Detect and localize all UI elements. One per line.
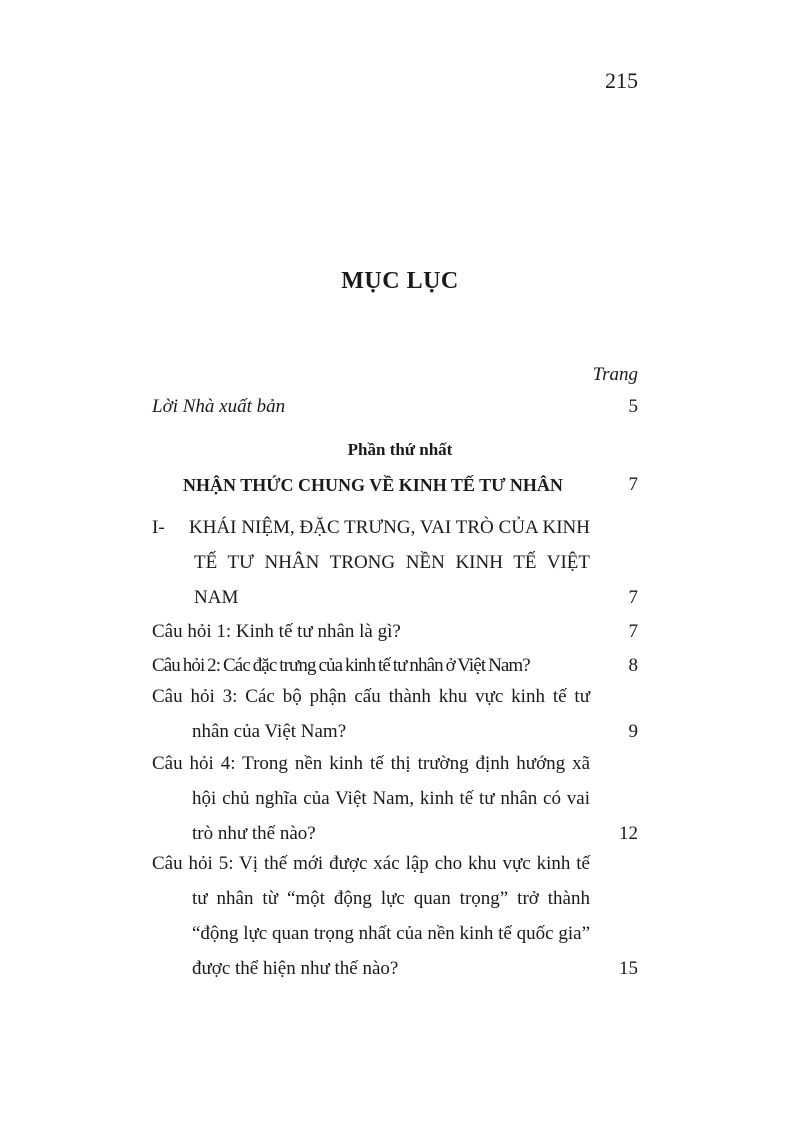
toc-entry-question-4[interactable] <box>152 746 638 851</box>
toc-entry-page: 5 <box>628 396 638 417</box>
toc-entry-label: Câu hỏi 5: Vị thế mới được xác lập cho khu vực kinh tế tư nhân từ “một động lực quan trọng” trở thành “động lực quan trọng nhất của nền kinh tế quốc gia” được thể hiện như thế nào? <box>152 853 590 979</box>
toc-entry-foreword[interactable] <box>152 389 638 424</box>
toc-entry-page: 15 <box>619 958 638 979</box>
toc-entry-question-2[interactable] <box>152 648 638 683</box>
toc-entry-page: 7 <box>628 474 638 495</box>
page-column-header: Trang <box>592 364 638 385</box>
toc-entry-label: Câu hỏi 4: Trong nền kinh tế thị trường định hướng xã hội chủ nghĩa của Việt Nam, kinh tế tư nhân có vai trò như thế nào? <box>152 753 590 844</box>
toc-entry-label: Câu hỏi 3: Các bộ phận cấu thành khu vực kinh tế tư nhân của Việt Nam? <box>152 686 590 742</box>
toc-entry-question-1[interactable] <box>152 614 638 649</box>
toc-entry-page: 8 <box>628 655 638 676</box>
toc-entry-page: 7 <box>628 587 638 608</box>
toc-entry-question-5[interactable] <box>152 846 638 986</box>
toc-entry-page: 12 <box>619 823 638 844</box>
toc-entry-section-1[interactable] <box>152 510 638 615</box>
toc-entry-page: 9 <box>628 721 638 742</box>
toc-entry-part1[interactable] <box>152 470 638 500</box>
toc-entry-label: NHẬN THỨC CHUNG VỀ KINH TẾ TƯ NHÂN <box>183 475 563 495</box>
toc-entry-label: Câu hỏi 2: Các đặc trưng của kinh tế tư nhân ở Việt Nam? <box>152 655 530 676</box>
toc-entry-question-3[interactable] <box>152 679 638 749</box>
toc-entry-label: Câu hỏi 1: Kinh tế tư nhân là gì? <box>152 621 401 642</box>
page-title: MỤC LỤC <box>341 268 459 294</box>
part-label: Phần thứ nhất <box>347 440 453 459</box>
toc-entry-label: I- KHÁI NIỆM, ĐẶC TRƯNG, VAI TRÒ CỦA KINH TẾ TƯ NHÂN TRONG NỀN KINH TẾ VIỆT NAM <box>152 517 590 608</box>
toc-entry-page: 7 <box>628 621 638 642</box>
toc-entry-label: Lời Nhà xuất bản <box>152 396 286 417</box>
page-number: 215 <box>605 68 638 93</box>
